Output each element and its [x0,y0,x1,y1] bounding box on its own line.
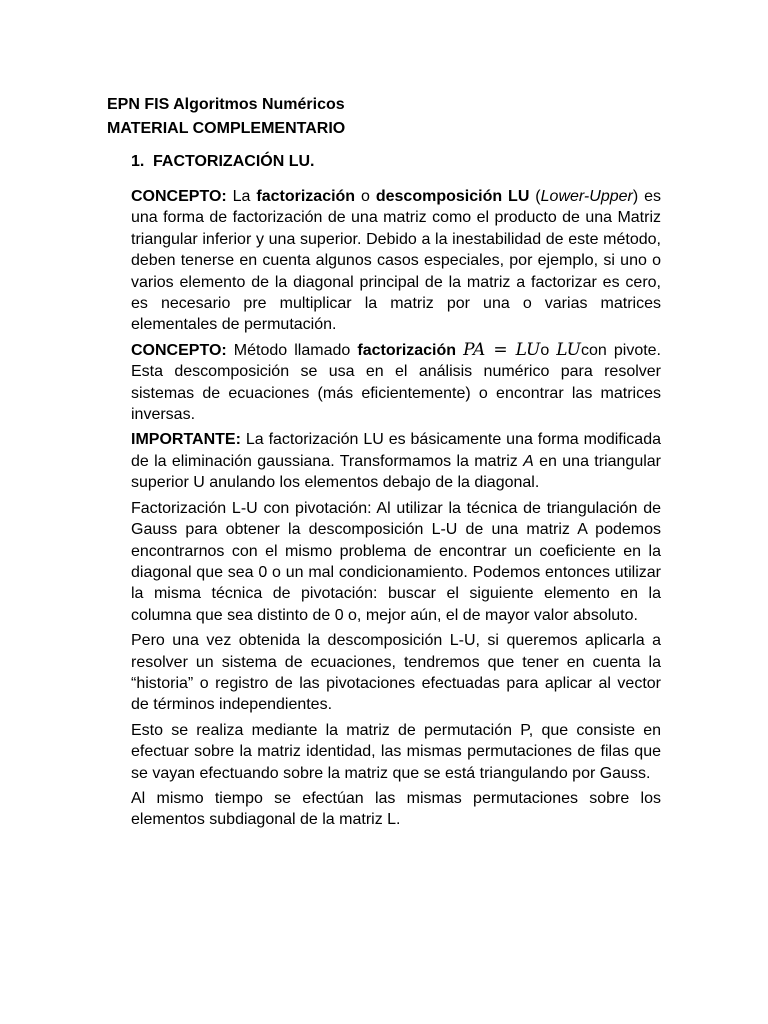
text-run: ) es una forma de factorización de una matriz como el producto de una Matriz triangular inferior y una superior. Debido a la inestabilidad de este método, deben tenerse en cuenta algunos casos especiales, por ejemplo, si uno o varios elemento de la diagonal principal de la matriz a factorizar es cero, es necesario pre multiplicar la matriz por una o varias matrices elementales de permutación. [131,188,662,334]
text-run: o [355,188,376,205]
paragraph-pivotacion: Factorización L-U con pivotación: Al utilizar la técnica de triangulación de Gauss para obtener la descomposición L-U de una matriz A podemos encontrarnos con el mismo problema de encontrar un coeficiente en la diagonal que sea 0 o un mal condicionamiento. Podemos entonces utilizar la misma técnica de pivotación: buscar el siguiente elemento en la columna que sea distinto de 0 o, mejor aún, el de mayor valor absoluto. [131,499,661,624]
text-run: La [226,188,257,205]
text-run: Método llamado [226,341,358,359]
paragraph-matriz-permutacion: Esto se realiza mediante la matriz de permutación P, que consiste en efectuar sobre la matriz identidad, las mismas permutaciones de filas que se vayan efectuando sobre la matriz que se está triangulando por Gauss. [131,721,661,782]
course-title: EPN FIS Algoritmos Numéricos [107,96,345,113]
importante-label: IMPORTANTE: [131,431,241,449]
section-heading [131,152,314,172]
italic-term: Lower-Upper [540,188,633,205]
paragraph-concepto-1 [131,186,661,336]
math-formula-pa-lu: PA = LU [463,339,541,360]
text-run: con pivote. Esta descomposición se usa en el análisis numérico para resolver sistemas de ecuaciones (más eficientemente) o encontrar las matrices inversas. [131,341,662,424]
paragraph-importante [131,429,661,493]
document-header [107,93,345,141]
concepto-label: CONCEPTO: [131,341,227,359]
section-title: FACTORIZACIÓN LU. [153,153,315,170]
paragraph-subdiagonal: Al mismo tiempo se efectúan las mismas permutaciones sobre los elementos subdiagonal de la matriz L. [131,789,661,829]
text-run: en una triangular superior U anulando los elementos debajo de la diagonal. [131,452,661,492]
text-run: La factorización LU es básicamente una forma modificada de la eliminación gaussiana. Transformamos la matriz [131,431,661,470]
section-number: 1. [131,153,145,170]
paragraph-concepto-2 [131,340,661,426]
italic-term: A [523,452,534,470]
bold-term: factorización [357,341,457,359]
paragraph-historia: Pero una vez obtenida la descomposición L-U, si queremos aplicarla a resolver un sistema de ecuaciones, tendremos que tener en cuenta la “historia” o registro de las pivotaciones efectuadas para aplicar al vector de términos independientes. [131,632,661,714]
document-body [131,186,661,835]
concepto-label: CONCEPTO: [131,188,227,205]
math-formula-lu: LU [556,339,581,360]
bold-term: factorización [256,188,356,205]
text-run: o [540,341,557,359]
material-title: MATERIAL COMPLEMENTARIO [107,120,346,137]
bold-term: descomposición LU [375,188,530,205]
text-run: ( [529,188,541,205]
